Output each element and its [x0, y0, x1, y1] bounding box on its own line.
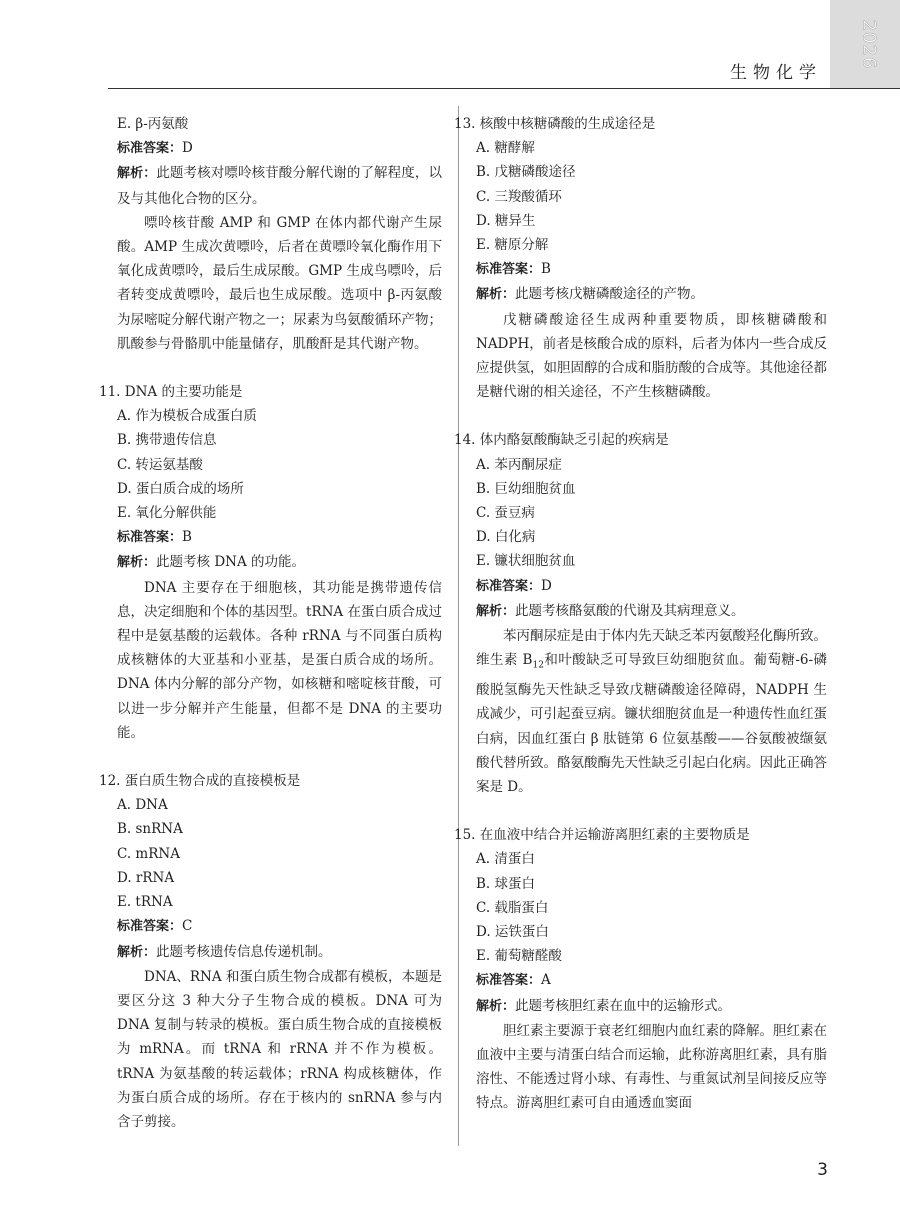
q13-option: E. 糖原分解	[476, 237, 549, 254]
q14-option: E. 镰状细胞贫血	[476, 553, 576, 570]
q13-analysis-lead: 此题考核戊糖磷酸途径的产物。	[515, 286, 705, 303]
q12-option: D. rRNA	[117, 869, 175, 886]
q14-answer: 标准答案：D	[476, 577, 552, 594]
q12-analysis-lead: 此题考核遗传信息传递机制。	[156, 943, 332, 960]
running-title: 生物化学	[730, 63, 822, 83]
q13-explanation: 戊糖磷酸途径生成两种重要物质，即核糖磷酸和 NADPH，前者是核酸合成的原料，后者为体内一些合成反应提供氢，如胆固醇的合成和脂肪酸的合成等。其他途径都是糖代谢的相关途径，不产生核糖磷酸。	[476, 311, 827, 401]
q12-option: A. DNA	[117, 797, 168, 814]
answer-label: 标准答案	[117, 919, 170, 935]
q11-option: E. 氧化分解供能	[117, 505, 217, 522]
q10-analysis: 解析：此题考核对嘌呤核苷酸分解代谢的了解程度，以及与其他化合物的区分。	[117, 165, 442, 207]
q11-analysis-lead: 此题考核 DNA 的功能。	[156, 554, 305, 571]
q14-answer-value: D	[541, 577, 552, 594]
q12-option: E. tRNA	[117, 894, 173, 911]
q14-analysis: 解析：此题考核酪氨酸的代谢及其病理意义。	[476, 602, 745, 619]
answer-label: 标准答案	[476, 262, 529, 278]
q14-explanation	[476, 624, 827, 799]
q15-option: D. 运铁蛋白	[476, 923, 549, 940]
q13-answer: 标准答案：B	[476, 261, 551, 278]
answer-label: 标准答案	[476, 578, 529, 594]
q11-option: B. 携带遗传信息	[117, 432, 217, 449]
q15-answer-value: A	[541, 972, 551, 989]
answer-label: 标准答案	[117, 530, 170, 546]
page-number: 3	[817, 1160, 828, 1180]
q15-analysis-lead: 此题考核胆红素在血中的运输形式。	[515, 997, 732, 1014]
page-header	[0, 0, 900, 90]
q15-option: B. 球蛋白	[476, 875, 536, 892]
q10-analysis-lead: 此题考核对嘌呤核苷酸分解代谢的了解程度，以及与其他化合物的区分。	[117, 165, 442, 207]
q12-stem: 12. 蛋白质生物合成的直接模板是	[99, 773, 301, 790]
q11-analysis: 解析：此题考核 DNA 的功能。	[117, 554, 305, 571]
left-column	[99, 112, 442, 1134]
q10-option-e: E. β-丙氨酸	[117, 116, 189, 132]
q11-answer: 标准答案：B	[117, 529, 192, 546]
q13-option: A. 糖酵解	[476, 140, 535, 157]
q15-option: A. 清蛋白	[476, 851, 535, 868]
q15-explanation: 胆红素主要源于衰老红细胞内血红素的降解。胆红素在血液中主要与清蛋白结合而运输，此称游离胆红素，具有脂溶性、不能透过肾小球、有毒性、与重氮试剂呈间接反应等特点。游离胆红素可自由通透血窦面	[476, 1022, 827, 1112]
q14-analysis-lead: 此题考核酪氨酸的代谢及其病理意义。	[515, 602, 745, 619]
q13-option: C. 三羧酸循环	[476, 188, 562, 205]
q12-answer: 标准答案：C	[117, 918, 193, 935]
analysis-label: 解析	[117, 944, 144, 960]
answer-label: 标准答案	[476, 973, 529, 989]
q13-option: D. 糖异生	[476, 212, 536, 229]
q15-option: C. 载脂蛋白	[476, 899, 549, 916]
year-tab	[830, 0, 900, 88]
q13-option: B. 戊糖磷酸途径	[476, 164, 576, 181]
year-label: 2026	[858, 19, 880, 70]
q10-answer-value: D	[182, 140, 193, 157]
q15-option: E. 葡萄糖醛酸	[476, 948, 562, 965]
q14-option: D. 白化病	[476, 529, 536, 546]
q11-answer-value: B	[182, 529, 192, 546]
q11-stem: 11. DNA 的主要功能是	[99, 384, 243, 401]
q14-explanation-subscript: 12	[532, 660, 544, 671]
q14-option: C. 蚕豆病	[476, 505, 535, 522]
q12-option: C. mRNA	[117, 845, 180, 862]
q15-analysis: 解析：此题考核胆红素在血中的运输形式。	[476, 997, 732, 1014]
q14-stem: 14. 体内酪氨酸酶缺乏引起的疾病是	[454, 432, 669, 449]
q15-stem: 15. 在血液中结合并运输游离胆红素的主要物质是	[454, 827, 750, 844]
analysis-label: 解析	[476, 603, 503, 619]
q10-explanation: 嘌呤核苷酸 AMP 和 GMP 在体内都代谢产生尿酸。AMP 生成次黄嘌呤，后者在黄嘌呤氧化酶作用下氧化成黄嘌呤，最后生成尿酸。GMP 生成鸟嘌呤，后者转变成黄嘌呤，最后也生成尿酸。选项中 β-丙氨酸为尿嘧啶分解代谢产物之一；尿素为鸟氨酸循环产物；肌酸参与骨骼肌中能量储存，肌酸酐是其代谢产物。	[117, 214, 442, 352]
analysis-label: 解析	[476, 998, 503, 1014]
q11-option: C. 转运氨基酸	[117, 456, 203, 473]
header-rule	[108, 88, 900, 89]
right-column	[454, 112, 827, 1116]
q14-option: A. 苯丙酮尿症	[476, 456, 562, 473]
analysis-label: 解析	[476, 287, 503, 303]
q11-explanation: DNA 主要存在于细胞核，其功能是携带遗传信息，决定细胞和个体的基因型。tRNA 在蛋白质合成过程中是氨基酸的运载体。各种 rRNA 与不同蛋白质构成核糖体的大亚基和小亚基，是蛋白质合成的场所。DNA 体内分解的部分产物，如核糖和嘧啶核苷酸，可以进一步分解并产生能量，但都不是 DNA 的主要功能。	[117, 579, 442, 741]
q15-answer: 标准答案：A	[476, 972, 551, 989]
q14-explanation-part2: 和叶酸缺乏可导致巨幼细胞贫血。葡萄糖-6-磷酸脱氢酶先天性缺乏导致戊糖磷酸途径障碍，NADPH 生成减少，可引起蚕豆病。镰状细胞贫血是一种遗传性血红蛋白病，因血红蛋白 β 肽链第 6 位氨基酸——谷氨酸被缬氨酸代替所致。酪氨酸酶先天性缺乏引起白化病。因此正确答案是 D。	[476, 652, 827, 795]
analysis-label: 解析	[117, 555, 144, 571]
q13-answer-value: B	[541, 261, 551, 278]
q10-answer: 标准答案：D	[117, 140, 193, 157]
answer-label: 标准答案	[117, 141, 170, 157]
q12-option: B. snRNA	[117, 821, 183, 838]
q14-option: B. 巨幼细胞贫血	[476, 480, 576, 497]
column-divider	[458, 106, 459, 1146]
q11-option: A. 作为模板合成蛋白质	[117, 408, 257, 425]
q14-explanation-part1: 苯丙酮尿症是由于体内先天缺乏苯丙氨酸羟化酶所致。维生素 B	[476, 628, 827, 669]
q11-option: D. 蛋白质合成的场所	[117, 480, 244, 497]
q13-stem: 13. 核酸中核糖磷酸的生成途径是	[454, 116, 656, 132]
q13-analysis: 解析：此题考核戊糖磷酸途径的产物。	[476, 286, 705, 303]
q12-answer-value: C	[182, 918, 193, 935]
q12-analysis: 解析：此题考核遗传信息传递机制。	[117, 943, 332, 960]
q12-explanation: DNA、RNA 和蛋白质生物合成都有模板，本题是要区分这 3 种大分子生物合成的模板。DNA 可为 DNA 复制与转录的模板。蛋白质生物合成的直接模板为 mRNA。而 tRNA 和 rRNA 并不作为模板。tRNA 为氨基酸的转运载体；rRNA 构成核糖体，作为蛋白质合成的场所。存在于核内的 snRNA 参与内含子剪接。	[117, 968, 442, 1130]
analysis-label: 解析	[117, 166, 144, 182]
